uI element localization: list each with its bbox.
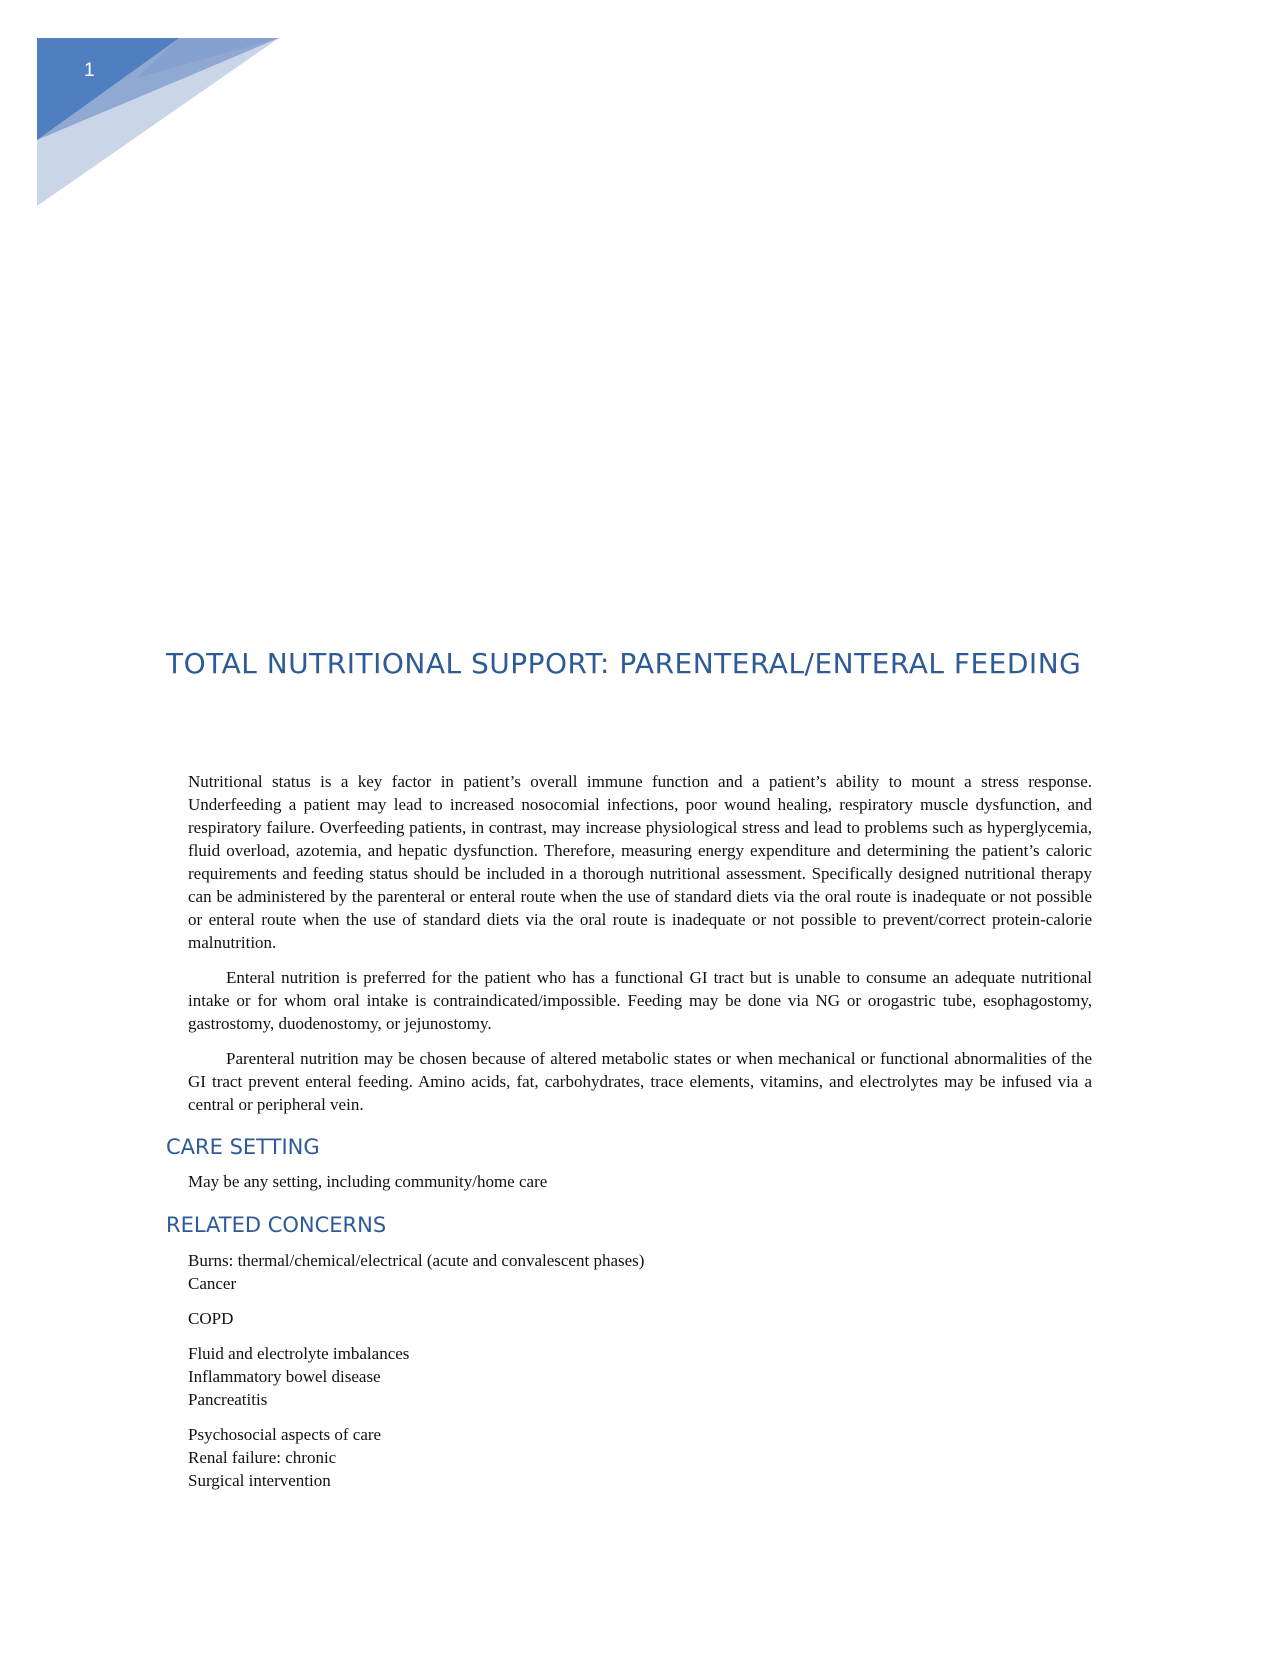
paragraph: Nutritional status is a key factor in patient’s overall immune function and a patient’s ability to mount a stress response. Underfeeding a patient may lead to increased nosocomial infections, poor wound healing, respiratory muscle dysfunction, and respiratory failure. Overfeeding patients, in contrast, may increase physiological stress and lead to problems such as hyperglycemia, fluid overload, azotemia, and hepatic dysfunction. Therefore, measuring energy expenditure and determining the patient’s caloric requirements and feeding status should be included in a thorough nutritional assessment. Specifically designed nutritional therapy can be administered by the parenteral or enteral route when the use of standard diets via the oral route is inadequate or not possible or enteral route when the use of standard diets via the oral route is inadequate or not possible to prevent/correct protein-calorie malnutrition. <box>188 772 1092 952</box>
list-item: COPD <box>188 1309 234 1328</box>
paragraph: Enteral nutrition is preferred for the patient who has a functional GI tract but is unable to consume an adequate nutritional intake or for whom oral intake is contraindicated/impossible. Feeding may be done via NG or orogastric tube, esophagostomy, gastrostomy, duodenostomy, or jejunostomy. <box>188 968 1092 1033</box>
list-item: Pancreatitis <box>188 1390 268 1409</box>
list-item: Fluid and electrolyte imbalances <box>188 1344 410 1363</box>
concern-group <box>188 1249 644 1295</box>
care-setting-heading: CARE SETTING <box>166 1135 320 1159</box>
paragraph: Parenteral nutrition may be chosen because of altered metabolic states or when mechanical or functional abnormalities of the GI tract prevent enteral feeding. Amino acids, fat, carbohydrates, trace elements, vitamins, and electrolytes may be infused via a central or peripheral vein. <box>188 1049 1092 1114</box>
care-setting-text: May be any setting, including community/home care <box>188 1172 548 1191</box>
page-title: TOTAL NUTRITIONAL SUPPORT: PARENTERAL/ENTERAL FEEDING <box>166 647 1082 680</box>
concern-group <box>188 1307 644 1330</box>
list-item: Cancer <box>188 1274 237 1293</box>
page-corner-decoration <box>37 38 279 206</box>
page-number: 1 <box>84 60 95 81</box>
list-item: Surgical intervention <box>188 1471 331 1490</box>
list-item: Psychosocial aspects of care <box>188 1425 382 1444</box>
related-concerns-heading: RELATED CONCERNS <box>166 1213 387 1237</box>
concern-group <box>188 1342 644 1411</box>
list-item: Renal failure: chronic <box>188 1448 337 1467</box>
list-item: Burns: thermal/chemical/electrical (acute and convalescent phases) <box>188 1251 645 1270</box>
list-item: Inflammatory bowel disease <box>188 1367 381 1386</box>
related-concerns-list <box>188 1249 644 1504</box>
intro-text <box>188 770 1092 1128</box>
concern-group <box>188 1423 644 1492</box>
